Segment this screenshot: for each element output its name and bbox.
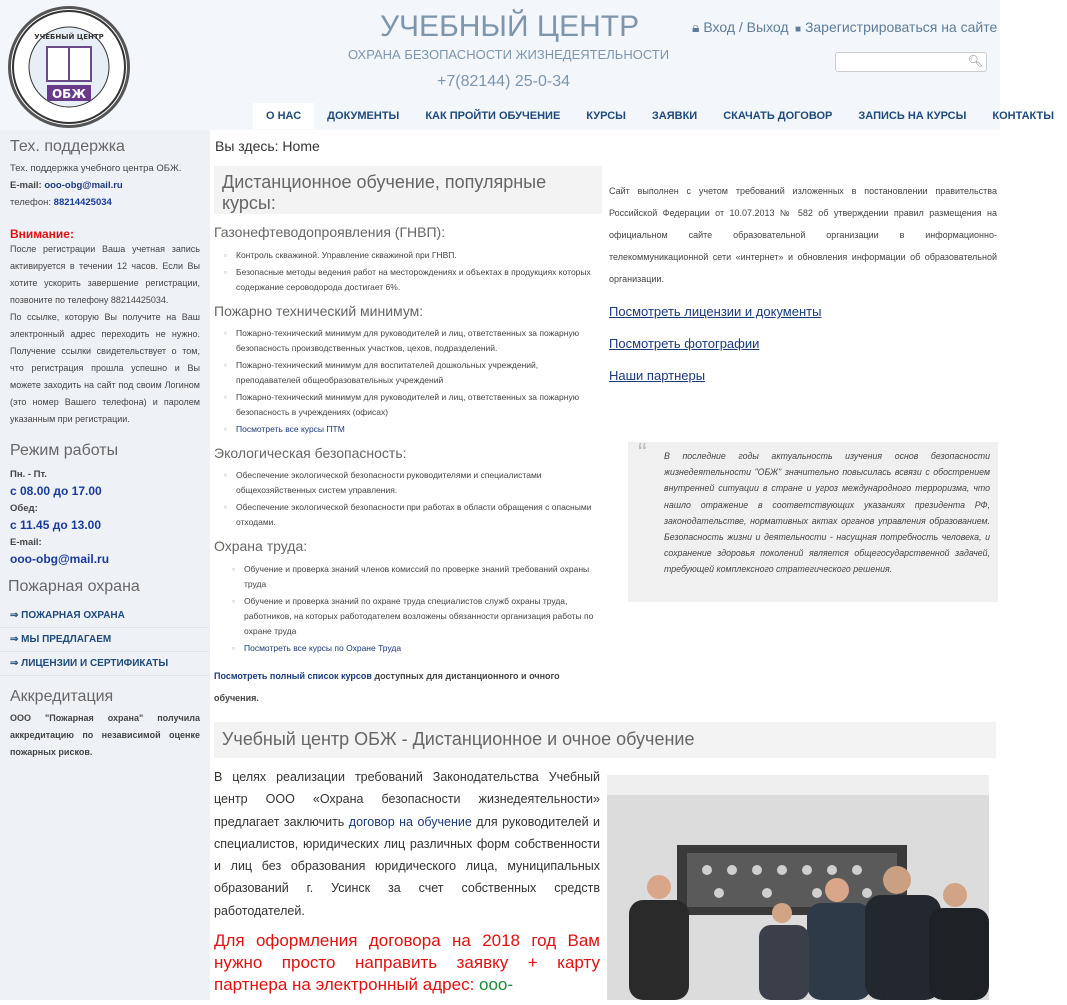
list-item: ▫ Безопасные методы ведения работ на месторождениях и объектах в продукциях которых содержание сероводорода достигает 6%.: [230, 265, 600, 295]
full-list-link[interactable]: Посмотреть полный список курсов: [214, 671, 372, 681]
email-label: E-mail:: [10, 180, 42, 191]
list-item: ▫ Пожарно-технический минимум для воспитателей дошкольных учреждений, преподавателей общеобразовательных учреждений: [230, 358, 600, 388]
lunch-label: Обед:: [10, 503, 38, 514]
nav-contacts[interactable]: КОНТАКТЫ: [992, 110, 1055, 122]
search-input[interactable]: [835, 52, 987, 72]
list-item: ▫ Контроль скважиной. Управление скважиной при ГНВП.: [230, 248, 600, 263]
full-list-text: [214, 665, 604, 709]
list-item: ▫ Пожарно-технический минимум для руководителей и лиц, ответственных за пожарную безопасность в учреждениях (офисах): [230, 390, 600, 420]
breadcrumb: Вы здесь: Home: [215, 138, 320, 154]
all-ot-link[interactable]: Посмотреть все курсы по Охране Труда: [244, 643, 402, 653]
side-menu-licenses[interactable]: [0, 652, 210, 676]
nav-how-to-learn[interactable]: КАК ПРОЙТИ ОБУЧЕНИЕ: [425, 110, 561, 122]
licenses-link[interactable]: Посмотреть лицензии и документы: [609, 304, 822, 319]
cat-ptm-list: [230, 326, 600, 439]
nav-courses[interactable]: КУРСЫ: [586, 110, 626, 122]
quote-icon: “: [638, 437, 647, 467]
cat-ptm-heading: Пожарно технический минимум:: [214, 303, 424, 319]
red-notice: [214, 930, 600, 996]
notice-1: После регистрации Ваша учетная запись активируется в течении 12 часов. Если Вы хотите ускорить завершение регистрации, позвоните по телефону 88214425034.: [10, 244, 200, 305]
logo: [8, 6, 130, 128]
legal-notice: Сайт выполнен с учетом требований изложенных в постановлении правительства Российской Федерации от 10.07.2013 № 582 об утверждении правил размещения на официальном сайте образовательной организации в информационно-телекоммуникационной сети «интернет» и обновления информации об образовательной организации.: [609, 186, 997, 284]
red-notice-email[interactable]: ooo-: [479, 975, 514, 994]
intro-paragraph: [214, 766, 600, 922]
register-label: Зарегистрироваться на сайте: [804, 19, 998, 35]
sidebar: [0, 130, 210, 1000]
list-item: ▫ Обучение и проверка знаний членов комиссий по проверке знаний требований охраны труда: [238, 562, 600, 592]
intro-block-header: [214, 722, 996, 758]
login-link[interactable]: [692, 19, 789, 36]
photos-link[interactable]: Посмотреть фотографии: [609, 336, 760, 351]
hours-lunch: с 11.45 до 13.00: [10, 518, 102, 532]
support-text: Тех. поддержка учебного центра ОБЖ.: [10, 163, 182, 174]
list-item: ▫ Обеспечение экологической безопасности руководителями и специалистами общехозяйственных систем управления.: [230, 468, 600, 498]
main-nav: [253, 103, 1067, 129]
site-subtitle: ОХРАНА БЕЗОПАСНОСТИ ЖИЗНЕДЕЯТЕЛЬНОСТИ: [348, 47, 670, 62]
classroom-photo: [607, 775, 989, 1000]
side-menu-fire[interactable]: [0, 604, 210, 628]
nav-enroll[interactable]: ЗАПИСЬ НА КУРСЫ: [858, 110, 967, 122]
nav-download-contract[interactable]: СКАЧАТЬ ДОГОВОР: [723, 110, 833, 122]
cat-eco-heading: Экологическая безопасность:: [214, 445, 407, 461]
logo-abbr: ОБЖ: [51, 87, 87, 101]
support-phone: [0, 194, 210, 211]
cat-eco-list: [230, 468, 600, 532]
courses-block-title: Дистанционное обучение, популярные курсы:: [222, 172, 547, 213]
attention-heading: Внимание:: [10, 227, 74, 241]
nav-documents[interactable]: ДОКУМЕНТЫ: [327, 110, 400, 122]
contract-link[interactable]: договор на обучение: [348, 814, 472, 829]
list-item: ▫ Обучение и проверка знаний по охране труда специалистов служб охраны труда, работников, на которых работодателем возложены обязанности организация работы по охране труда: [238, 594, 600, 639]
partners-link[interactable]: Наши партнеры: [609, 368, 706, 383]
header: [0, 0, 1055, 130]
side-menu-offer[interactable]: [0, 628, 210, 652]
arrow-icon: ⇒: [10, 658, 19, 669]
logo-text: УЧЕБНЫЙ ЦЕНТР: [34, 33, 104, 41]
intro-block-title: Учебный центр ОБЖ - Дистанционное и очное обучение: [222, 729, 695, 749]
register-link[interactable]: [795, 19, 997, 35]
support-email: [0, 177, 210, 194]
arrow-icon: ⇒: [10, 634, 19, 645]
cat-ot-list: [238, 562, 600, 658]
cat-gnvp-heading: Газонефтеводопроявления (ГНВП):: [214, 224, 446, 240]
fire-heading: Пожарная охрана: [8, 578, 140, 595]
quote-block: [628, 437, 998, 602]
nav-requests[interactable]: ЗАЯВКИ: [651, 110, 698, 122]
arrow-icon: ⇒: [10, 610, 19, 621]
intro-text-a: В целях реализации требований Законодательства Учебный центр ООО «Охрана безопасности жизнедеятельности» предлагает заключить: [214, 770, 600, 829]
phone-value: 88214425034: [53, 197, 112, 208]
email-link[interactable]: ooo-obg@mail.ru: [44, 180, 123, 191]
cat-ot-heading: Охрана труда:: [214, 538, 308, 554]
notice-2: По ссылке, которую Вы получите на Ваш электронный адрес переходить не нужно. Получение ссылки свидетельствует о том, что регистрация прошла успешно и Вы можете заходить на сайт под своим Логином (это номер Вашего телефона) и паролем указанным при регистрации.: [10, 312, 200, 424]
list-item: ▫ Обеспечение экологической безопасности при работах в области обращения с опасными отходами.: [230, 500, 600, 530]
search-icon[interactable]: 🔍︎: [967, 54, 983, 68]
nav-about[interactable]: О НАС: [253, 103, 314, 129]
hours-work: с 08.00 до 17.00: [10, 484, 102, 498]
courses-block-header: [214, 166, 602, 214]
full-list-suffix: доступных для дистанционного и очного обучения.: [214, 671, 560, 703]
email2-value: ooo-obg@mail.ru: [10, 552, 110, 566]
list-item-link[interactable]: [238, 641, 600, 656]
red-notice-text: Для оформления договора на 2018 год Вам нужно просто направить заявку + карту партнера на электронный адрес:: [214, 931, 600, 994]
side-menu-label: ПОЖАРНАЯ ОХРАНА: [21, 610, 125, 621]
side-menu-label: ЛИЦЕНЗИИ И СЕРТИФИКАТЫ: [21, 658, 169, 669]
accred-heading: Аккредитация: [10, 688, 114, 705]
main-content: [210, 130, 1000, 1000]
list-item-link[interactable]: [230, 422, 600, 437]
hours-days: Пн. - Пт.: [10, 469, 47, 480]
side-menu: [0, 604, 210, 676]
lock-icon: 🔒︎: [692, 19, 700, 35]
user-icon: ■: [795, 24, 802, 35]
intro-text-b: для руководителей и специалистов, юридических лиц различных форм собственности и лиц без образования юридического лица, муниципальных образований г. Усинск за счет собственных средств работодателей.: [214, 814, 600, 918]
email2-label: E-mail:: [10, 537, 42, 548]
phone-label: телефон:: [10, 197, 52, 208]
login-label: Вход / Выход: [703, 19, 789, 35]
quote-text: В последние годы актуальность изучения основ безопасности жизнедеятельности "ОБЖ" значительно повысилась всвязи с обострением внутренней ситуации в стране и угроз международного терроризма, что нашло отражение в соответствующих указаниях президента РФ, законодательстве, нормативных актах органов управления образованием. Безопасность жизни и деятельности - насущная потребность человека, и сохранение здоровья поколений является общегосударственной задачей, требующей комплексного стратегического решения.: [664, 451, 990, 575]
side-menu-label: МЫ ПРЕДЛАГАЕМ: [21, 634, 112, 645]
list-item: ▫ Пожарно-технический минимум для руководителей и лиц, ответственных за пожарную безопасность производственных участков, цехов, подразделений.: [230, 326, 600, 356]
cat-gnvp-list: [230, 248, 600, 297]
support-heading: Тех. поддержка: [10, 138, 125, 155]
accred-text: ООО "Пожарная охрана" получила аккредитацию по независимой оценке пожарных рисков.: [10, 713, 200, 757]
hours-heading: Режим работы: [10, 442, 119, 459]
site-title: УЧЕБНЫЙ ЦЕНТР: [380, 10, 640, 43]
site-phone: +7(82144) 25-0-34: [437, 73, 570, 90]
all-ptm-link[interactable]: Посмотреть все курсы ПТМ: [236, 424, 345, 434]
